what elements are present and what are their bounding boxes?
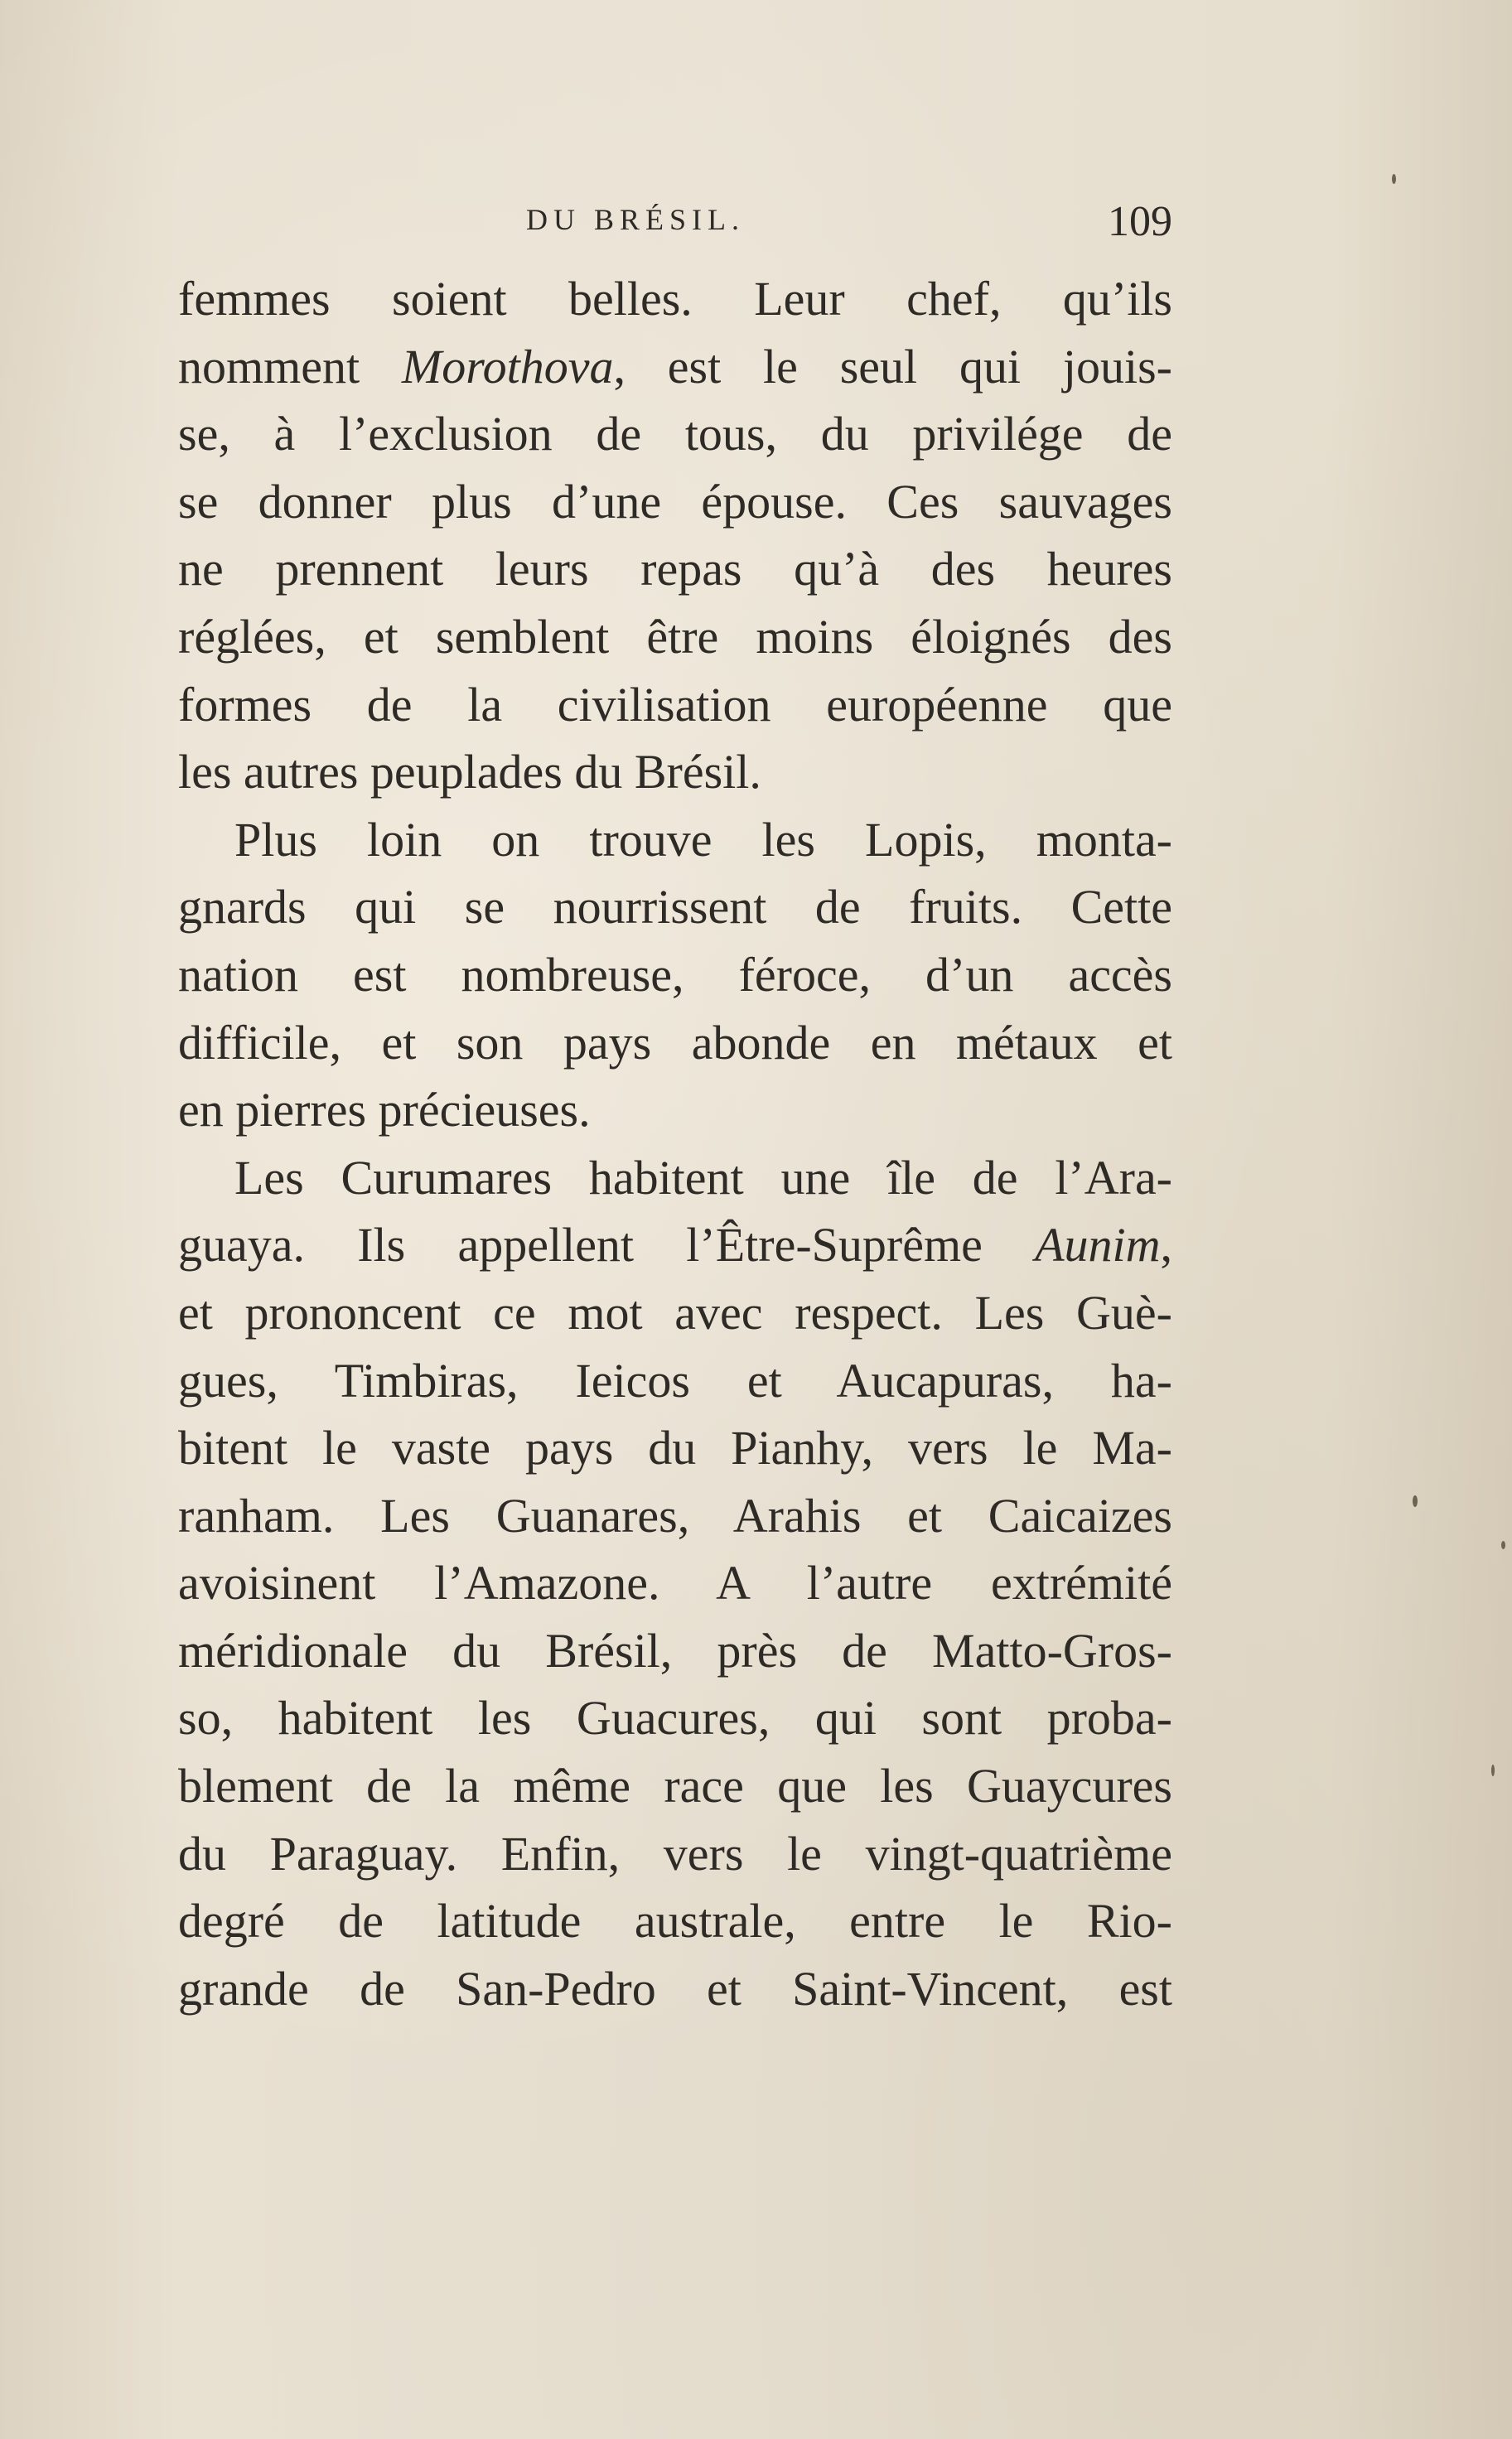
- text-line: méridionale du Brésil, près de Matto-Gros-: [178, 1623, 1172, 1678]
- paper-speck: [1413, 1495, 1418, 1507]
- text-line: du Paraguay. Enfin, vers le vingt-quatrième: [178, 1826, 1172, 1881]
- text-line: difficile, et son pays abonde en métaux et: [178, 1015, 1172, 1070]
- italic-name: Morothova: [401, 339, 614, 394]
- text-line: réglées, et semblent être moins éloignés des: [178, 609, 1172, 664]
- paper-speck: [1392, 174, 1396, 184]
- text-line: femmes soient belles. Leur chef, qu’ils: [178, 272, 1172, 326]
- text-line: se, à l’exclusion de tous, du privilége de: [178, 407, 1172, 461]
- text-line: blement de la même race que les Guaycures: [178, 1759, 1172, 1814]
- text-line: ne prennent leurs repas qu’à des heures: [178, 542, 1172, 596]
- text-line: avoisinent l’Amazone. A l’autre extrémité: [178, 1556, 1172, 1611]
- paragraph-end-line: les autres peuplades du Brésil.: [178, 745, 761, 799]
- italic-name: Aunim: [1035, 1218, 1161, 1273]
- text-line: degré de latitude australe, entre le Rio-: [178, 1894, 1172, 1949]
- text-line: guaya. Ils appellent l’Être-Suprême Aunim,: [178, 1218, 1172, 1273]
- text-line: ranham. Les Guanares, Arahis et Caicaizes: [178, 1488, 1172, 1543]
- body-text: [178, 265, 1172, 2022]
- paper-speck: [1491, 1765, 1495, 1776]
- text-line: bitent le vaste pays du Pianhy, vers le Ma-: [178, 1421, 1172, 1475]
- text-line: nation est nombreuse, féroce, d’un accès: [178, 947, 1172, 1002]
- paragraph-end-line: en pierres précieuses.: [178, 1083, 591, 1137]
- running-title: DU BRÉSIL.: [526, 203, 746, 236]
- paragraph-start-line: Plus loin on trouve les Lopis, monta-: [234, 812, 1172, 867]
- page-header: [178, 197, 1172, 255]
- paper-speck: [1501, 1541, 1505, 1549]
- paragraph-start-line: Les Curumares habitent une île de l’Ara-: [234, 1150, 1172, 1205]
- text-line: formes de la civilisation européenne que: [178, 677, 1172, 732]
- text-line: so, habitent les Guacures, qui sont proba-: [178, 1691, 1172, 1746]
- text-line: gues, Timbiras, Ieicos et Aucapuras, ha-: [178, 1353, 1172, 1408]
- text-line: nomment Morothova, est le seul qui jouis-: [178, 339, 1172, 394]
- text-line: et prononcent ce mot avec respect. Les Guè-: [178, 1285, 1172, 1340]
- text-line: se donner plus d’une épouse. Ces sauvages: [178, 474, 1172, 529]
- text-line: gnards qui se nourrissent de fruits. Cette: [178, 880, 1172, 935]
- text-line: grande de San-Pedro et Saint-Vincent, est: [178, 1961, 1172, 2016]
- page-number: 109: [1108, 198, 1172, 245]
